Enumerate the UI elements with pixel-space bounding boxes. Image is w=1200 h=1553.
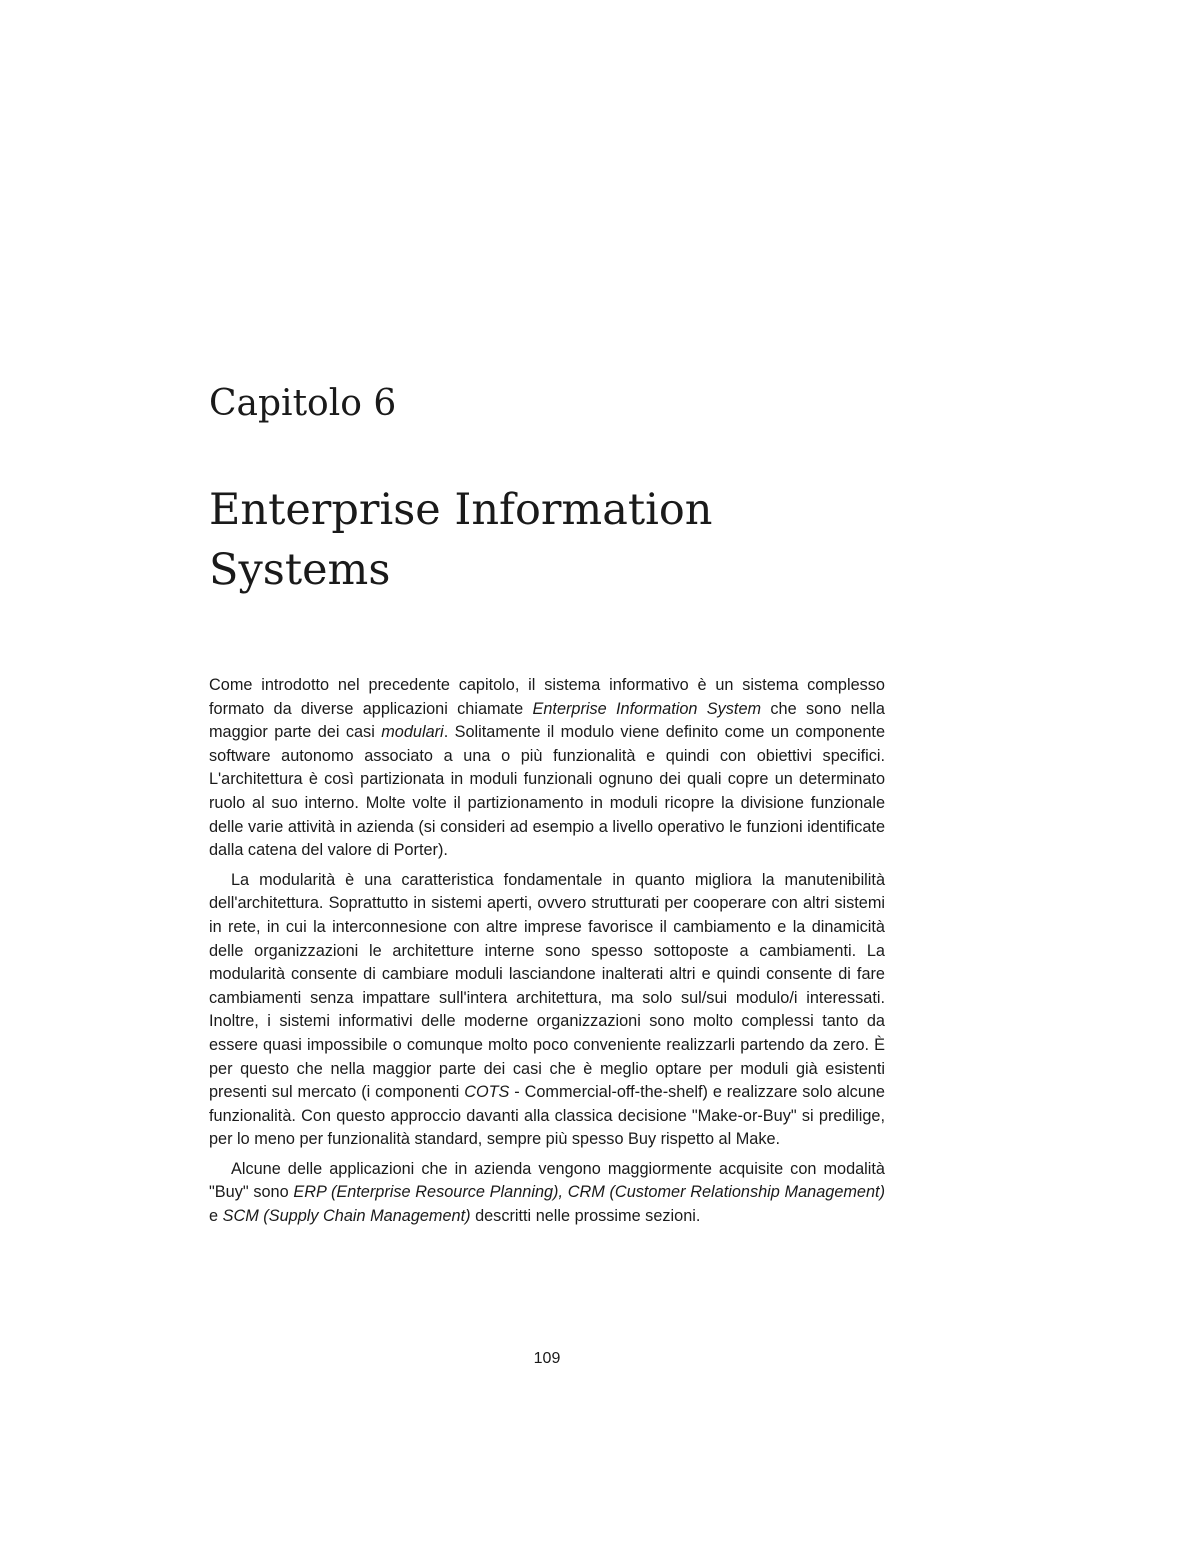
paragraph-2 <box>209 869 885 1152</box>
paragraph-3 <box>209 1158 885 1229</box>
paragraph-3-text-2: e <box>209 1207 223 1226</box>
chapter-label: Capitolo 6 <box>209 383 397 424</box>
page-number: 109 <box>533 1350 561 1367</box>
chapter-title-line-2: Systems <box>209 545 391 595</box>
paragraph-1-emphasis-1: Enterprise Information System <box>532 699 762 718</box>
paragraph-1-text-1: Come introdotto nel precedente capitolo, il sistema informativo è un sistema complesso formato da diverse applicazioni chiamate <box>209 676 885 718</box>
paragraph-1-text-3: . Solitamente il modulo viene definito come un componente software autonomo associato a una o più funzionalità e quindi con obiettivi specifici. L'architettura è così partizionata in moduli funzionali ognuno dei quali copre un determinato ruolo al suo interno. Molte volte il partizionamento in moduli ricopre la divisione funzionale delle varie attività in azienda (si consideri ad esempio a livello operativo le funzioni identificate dalla catena del valore di Porter). <box>209 723 885 860</box>
paragraph-2-emphasis-1: COTS <box>464 1083 510 1102</box>
paragraph-1-emphasis-2: modulari <box>381 723 444 742</box>
paragraph-1-text-2: che sono nella maggior parte dei casi <box>209 699 885 742</box>
paragraph-3-text-1: Alcune delle applicazioni che in azienda vengono maggiormente acquisite con modalità "Buy" sono <box>209 1159 885 1202</box>
paragraph-2-text-1: La modularità è una caratteristica fondamentale in quanto migliora la manutenibilità dell'architettura. Soprattutto in sistemi aperti, ovvero strutturati per cooperare con altri sistemi in rete, in cui la interconnesione con altre imprese favorisce il cambiamento e la dinamicità delle organizzazioni le architetture interne sono spesso sottoposte a cambiamenti. La modularità consente di cambiare moduli lasciandone inalterati altri e quindi consente di fare cambiamenti senza impattare sull'intera architettura, ma solo sul/sui modulo/i interessati. Inoltre, i sistemi informativi delle moderne organizzazioni sono molto complessi tanto da essere quasi impossibile o comunque molto poco conveniente realizzarli partendo da zero. È per questo che nella maggior parte dei casi che è meglio optare per moduli già esistenti presenti sul mercato (i componenti <box>209 870 885 1102</box>
paragraph-3-emphasis-1: ERP (Enterprise Resource Planning), CRM (Customer Relationship Management) <box>293 1183 885 1202</box>
chapter-title <box>209 480 909 600</box>
paragraph-3-text-3: descritti nelle prossime sezioni. <box>470 1207 701 1226</box>
paragraph-2-text-2: - Commercial-off-the-shelf) e realizzare solo alcune funzionalità. Con questo approccio davanti alla classica decisione "Make-or-Buy" si predilige, per lo meno per funzionalità standard, sempre più spesso Buy rispetto al Make. <box>209 1083 885 1149</box>
chapter-title-line-1: Enterprise Information <box>209 485 713 535</box>
paragraph-3-emphasis-2: SCM (Supply Chain Management) <box>222 1207 471 1226</box>
body-text <box>209 674 885 1235</box>
paragraph-1 <box>209 674 885 863</box>
